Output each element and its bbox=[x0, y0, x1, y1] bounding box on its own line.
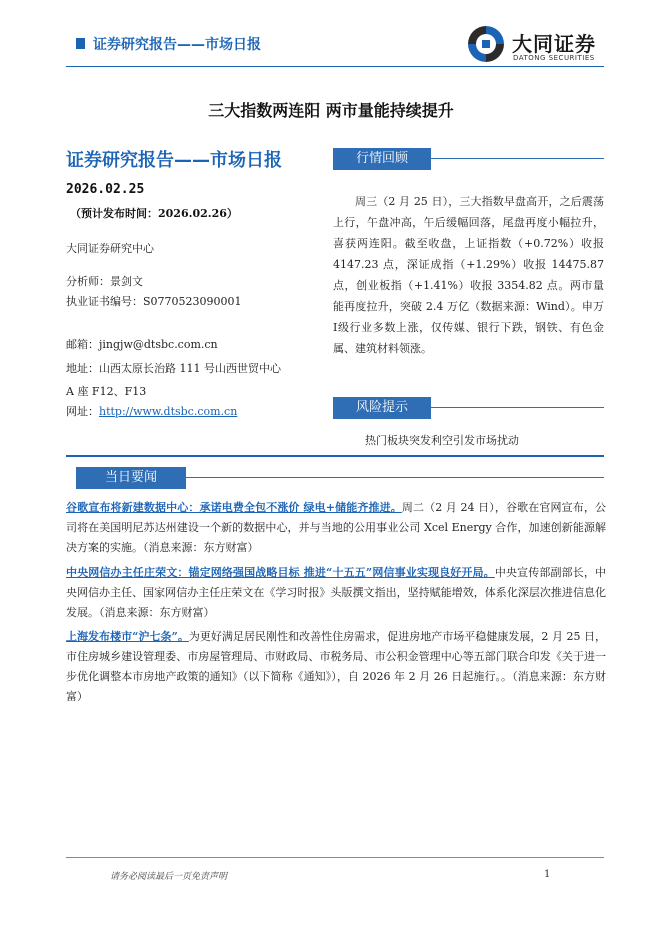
footer-divider bbox=[66, 857, 604, 858]
news-headline[interactable]: 谷歌宣布将新建数据中心：承诺电费全包不涨价 绿电+储能齐推进。 bbox=[66, 501, 402, 514]
risk-text: 热门板块突发利空引发市场扰动 bbox=[365, 434, 519, 447]
page-number: 1 bbox=[544, 869, 551, 880]
report-date: 2026.02.25 bbox=[66, 182, 145, 197]
header-title: 证券研究报告——市场日报 bbox=[93, 37, 261, 53]
daily-news-tag: 当日要闻 bbox=[76, 467, 186, 489]
logo-text-en: DATONG SECURITIES bbox=[513, 54, 595, 62]
risk-tag: 风险提示 bbox=[333, 397, 431, 419]
news-item bbox=[66, 627, 606, 707]
logo-text-cn: 大同证券 bbox=[512, 32, 596, 56]
website-link[interactable]: http://www.dtsbc.com.cn bbox=[99, 405, 238, 418]
news-item bbox=[66, 563, 606, 623]
website-label: 网址： bbox=[66, 405, 99, 418]
analyst-name: 分析师：景剑文 bbox=[66, 275, 143, 288]
left-report-type: 证券研究报告——市场日报 bbox=[66, 150, 282, 171]
datong-logo-icon bbox=[466, 24, 506, 64]
news-body: 为更好满足居民刚性和改善性住房需求，促进房地产市场平稳健康发展，2 月 25 日，市住房城乡建设管理委、市房屋管理局、市财政局、市税务局、市公积金管理中心等五部门联合印发《关于进一步优化调整本市房地产政策的通知》（以下简称《通知》），自 2026 年 2 月 26 日起施行。。（消息来源：东方财富） bbox=[66, 630, 607, 703]
address-line-1: 地址：山西太原长治路 111 号山西世贸中心 bbox=[66, 362, 281, 375]
news-body: 中央宣传部副部长，中央网信办主任、国家网信办主任庄荣文在《学习时报》头版撰文指出，坚持赋能增效，体系化深层次推进信息化发展。（消息来源：东方财富） bbox=[66, 566, 607, 619]
institute-name: 大同证券研究中心 bbox=[66, 242, 154, 255]
news-headline[interactable]: 中央网信办主任庄荣文：锚定网络强国战略目标 推进“十五五”网信事业实现良好开局。 bbox=[66, 566, 495, 579]
footer-disclaimer: 请务必阅读最后一页免责声明 bbox=[110, 872, 228, 882]
address-line-2: A 座 F12、F13 bbox=[66, 385, 147, 398]
report-title: 三大指数两连阳 两市量能持续提升 bbox=[208, 101, 454, 120]
email-address: 邮箱：jingjw@dtsbc.com.cn bbox=[66, 338, 218, 351]
website-row bbox=[66, 403, 237, 419]
market-review-text: 周三（2 月 25 日），三大指数早盘高开，之后震荡上行，午盘冲高，午后缓幅回落，尾盘再度小幅拉升，喜获两连阳。截至收盘，上证指数（+0.72%）收报 4147.23 点，深证成指（+1.29%）收报 14475.87 点，创业板指（+1.41%）收报 3354.82 点。两市量能再度拉升，突破 2.4 万亿（数据来源：Wind）。申万Ⅰ级行业多数上涨，仅传媒、银行下跌，钢铁、有色金属、建筑材料领涨。 bbox=[333, 195, 604, 355]
daily-news-divider bbox=[186, 477, 604, 478]
news-body: 周二（2 月 24 日），谷歌在官网宣布，公司将在美国明尼苏达州建设一个新的数据中心，并与当地的公用事业公司 Xcel Energy 合作，加速创新能源解决方案的实施。（消息来源：东方财富） bbox=[66, 501, 607, 554]
license-number: 执业证书编号：S0770523090001 bbox=[66, 295, 242, 308]
news-headline[interactable]: 上海发布楼市“沪七条”。 bbox=[66, 630, 189, 643]
header-divider bbox=[66, 66, 604, 67]
news-item bbox=[66, 498, 606, 558]
section-divider bbox=[66, 455, 604, 457]
risk-divider bbox=[430, 407, 604, 408]
market-review-tag: 行情回顾 bbox=[333, 148, 431, 170]
publish-date: （预计发布时间：2026.02.26） bbox=[70, 207, 238, 220]
market-review-divider bbox=[430, 158, 604, 159]
header-square-icon bbox=[76, 38, 85, 49]
